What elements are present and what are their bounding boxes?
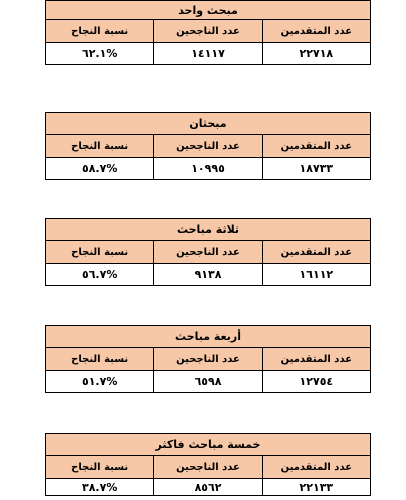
passed-header: عدد الناجحين — [154, 20, 262, 43]
passed-header: عدد الناجحين — [154, 456, 262, 479]
applicants-header: عدد المتقدمين — [262, 348, 370, 371]
passed-value: ٨٥٦٢ — [154, 479, 262, 496]
table-title: ثلاثة مباحث — [46, 219, 371, 241]
pass-rate-header: نسبة النجاح — [46, 20, 154, 43]
passed-header: عدد الناجحين — [154, 348, 262, 371]
stats-table-one-subject — [45, 0, 371, 65]
passed-value: ١٠٩٩٥ — [154, 158, 262, 180]
applicants-header: عدد المتقدمين — [262, 135, 370, 158]
passed-value: ١٤١١٧ — [154, 43, 262, 65]
stats-table-two-subjects — [45, 112, 371, 180]
table-title: أربعة مباحث — [46, 326, 371, 348]
pass-rate-value: %٦٢.١ — [46, 43, 154, 65]
pass-rate-header: نسبة النجاح — [46, 348, 154, 371]
passed-value: ٦٥٩٨ — [154, 371, 262, 393]
table-title: مبحثان — [46, 113, 371, 135]
passed-header: عدد الناجحين — [154, 135, 262, 158]
table-title: خمسة مباحث فاكثر — [46, 434, 371, 456]
pass-rate-header: نسبة النجاح — [46, 456, 154, 479]
applicants-value: ١٦١١٢ — [262, 264, 370, 286]
applicants-value: ٢٢٧١٨ — [262, 43, 370, 65]
pass-rate-value: %٥٦.٧ — [46, 264, 154, 286]
applicants-value: ١٢٧٥٤ — [262, 371, 370, 393]
applicants-value: ٢٢١٣٣ — [262, 479, 370, 496]
stats-table-five-plus-subjects — [45, 433, 371, 496]
pass-rate-header: نسبة النجاح — [46, 135, 154, 158]
applicants-header: عدد المتقدمين — [262, 20, 370, 43]
stats-table-three-subjects — [45, 218, 371, 286]
applicants-value: ١٨٧٣٣ — [262, 158, 370, 180]
applicants-header: عدد المتقدمين — [262, 456, 370, 479]
stats-table-four-subjects — [45, 325, 371, 393]
pass-rate-value: %٣٨.٧ — [46, 479, 154, 496]
pass-rate-value: %٥٨.٧ — [46, 158, 154, 180]
table-title: مبحث واحد — [46, 1, 371, 20]
applicants-header: عدد المتقدمين — [262, 241, 370, 264]
passed-value: ٩١٣٨ — [154, 264, 262, 286]
pass-rate-header: نسبة النجاح — [46, 241, 154, 264]
passed-header: عدد الناجحين — [154, 241, 262, 264]
pass-rate-value: %٥١.٧ — [46, 371, 154, 393]
